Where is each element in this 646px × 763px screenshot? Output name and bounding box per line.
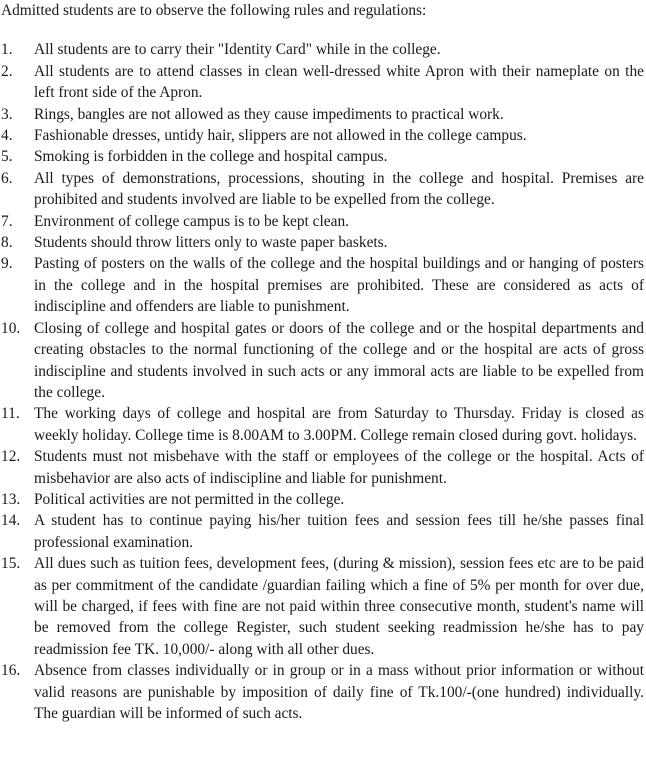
rule-text: Absence from classes individually or in group or in a mass without prior information or without valid reasons are punishable by imposition of daily fine of Tk.100/-(one hundred) individually. The guardian will be informed of such acts. [34, 662, 644, 722]
rule-item [0, 553, 644, 660]
rule-number: 8. [1, 234, 13, 252]
rule-number: 5. [1, 148, 13, 166]
rule-text: All dues such as tuition fees, development fees, (during & mission), session fees etc are to be paid as per commitment of the candidate /guardian failing which a fine of 5% per month for over due, will be charged, if fees with fine are not paid within three consecutive month, student's name will be removed from the college Register, such student seeking readmission he/she has to pay readmission fee TK. 10,000/- along with all other dues. [34, 555, 644, 658]
rule-item [0, 446, 644, 489]
rule-item [0, 168, 644, 211]
rule-text: A student has to continue paying his/her tuition fees and session fees till he/she passes final professional examination. [34, 512, 644, 551]
rule-number: 4. [1, 127, 13, 145]
rule-number: 2. [1, 62, 13, 80]
rule-number: 12. [1, 448, 21, 466]
rule-number: 6. [1, 169, 13, 187]
rule-text: Closing of college and hospital gates or doors of the college and or the hospital departments and creating obstacles to the normal functioning of the college and or the hospital are acts of gross indiscipline and students involved in such acts or any immoral acts are liable to be expelled from the college. [34, 319, 644, 401]
rule-number: 3. [1, 105, 13, 123]
rule-item [0, 125, 644, 146]
rule-item [0, 39, 644, 60]
rule-text: The working days of college and hospital are from Saturday to Thursday. Friday is closed as weekly holiday. College time is 8.00AM to 3.00PM. College remain closed during govt. holidays. [34, 405, 644, 444]
rule-item [0, 660, 644, 724]
rule-number: 15. [1, 555, 21, 573]
rule-text: All types of demonstrations, processions, shouting in the college and hospital. Premises are prohibited and students involved are liable to be expelled from the college. [34, 169, 644, 209]
rule-item [0, 253, 644, 317]
rule-item [0, 318, 644, 404]
rule-number: 13. [1, 490, 21, 508]
rule-item [0, 146, 644, 167]
rule-item [0, 489, 644, 510]
rule-text: Smoking is forbidden in the college and hospital campus. [34, 148, 388, 166]
rule-number: 11. [1, 405, 20, 423]
rule-number: 16. [1, 662, 21, 680]
rule-text: Political activities are not permitted in the college. [34, 490, 345, 508]
rule-text: All students are to attend classes in clean well-dressed white Apron with their nameplate on the left front side of the Apron. [34, 62, 644, 102]
rule-item [0, 211, 644, 232]
rule-text: Fashionable dresses, untidy hair, slippers are not allowed in the college campus. [34, 127, 527, 145]
rule-item [0, 510, 644, 553]
rule-number: 7. [1, 212, 13, 230]
rule-text: Students must not misbehave with the staff or employees of the college or the hospital. Acts of misbehavior are also acts of indiscipline and liable for punishment. [34, 448, 644, 487]
rule-text: All students are to carry their "Identity Card" while in the college. [34, 41, 441, 59]
rule-text: Pasting of posters on the walls of the college and the hospital buildings and or hanging of posters in the college and in the hospital premises are prohibited. These are considered as acts of indiscipline and offenders are liable to punishment. [34, 255, 644, 316]
rule-number: 14. [1, 512, 21, 530]
rule-item [0, 104, 644, 125]
rule-item [0, 232, 644, 253]
rule-number: 10. [1, 319, 21, 337]
rule-text: Environment of college campus is to be kept clean. [34, 212, 349, 230]
rule-text: Students should throw litters only to waste paper baskets. [34, 234, 388, 252]
rules-list [0, 39, 644, 724]
rule-item [0, 61, 644, 104]
rule-item [0, 403, 644, 446]
intro-text: Admitted students are to observe the following rules and regulations: [1, 2, 427, 19]
rule-text: Rings, bangles are not allowed as they cause impediments to practical work. [34, 105, 504, 123]
rule-number: 9. [1, 255, 13, 273]
rule-number: 1. [1, 41, 13, 59]
